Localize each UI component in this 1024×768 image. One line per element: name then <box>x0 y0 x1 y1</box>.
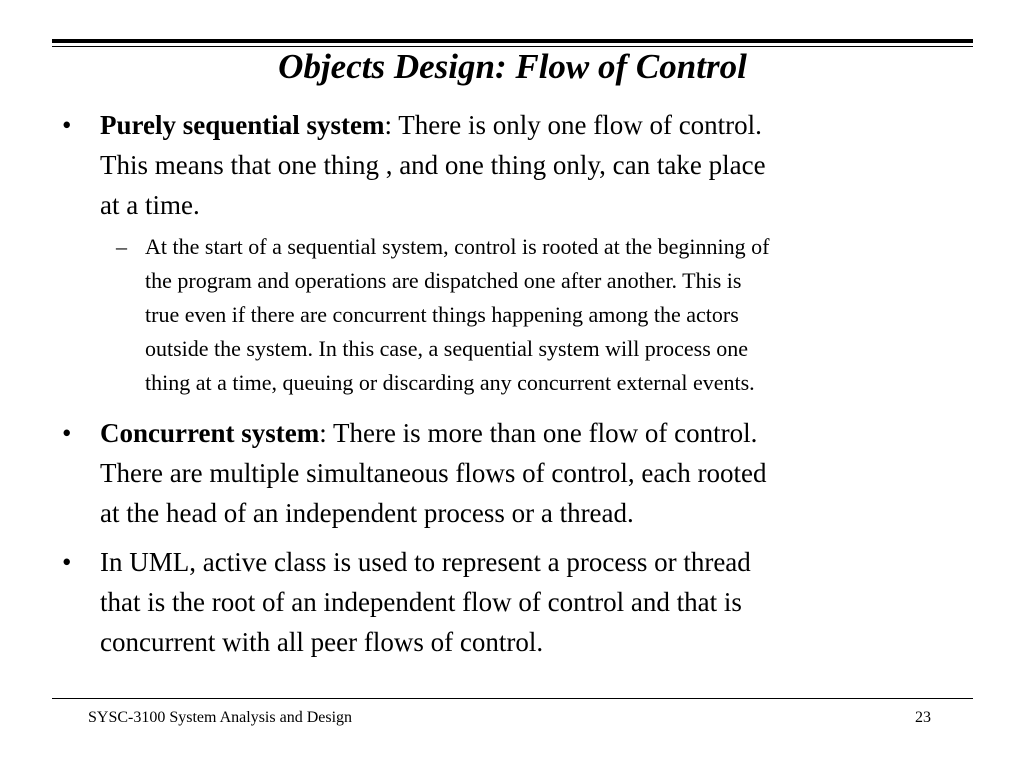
bullet-text <box>100 413 980 533</box>
bullet-text <box>100 542 980 662</box>
bullet-line <box>100 105 980 145</box>
footer-page-number: 23 <box>915 709 931 726</box>
bullet-mark: • <box>62 418 72 448</box>
bullet-line: at the head of an independent process or a thread. <box>100 498 634 528</box>
bullet-line-rest: : There is more than one flow of control. <box>319 418 758 448</box>
bullet-mark: • <box>62 547 72 577</box>
bullet-mark: • <box>62 110 72 140</box>
bullet-line: There are multiple simultaneous flows of control, each rooted <box>100 458 767 488</box>
dash-mark: – <box>116 234 127 259</box>
sub-bullet-line: the program and operations are dispatched one after another. This is <box>145 268 742 293</box>
bullet-text <box>100 105 980 225</box>
bullet-line <box>100 413 980 453</box>
slide-title: Objects Design: Flow of Control <box>278 47 747 86</box>
bullet-term: Concurrent system <box>100 418 320 448</box>
bullet-line: This means that one thing , and one thing only, can take place <box>100 150 766 180</box>
bullet-term: Purely sequential system <box>100 110 385 140</box>
footer-course: SYSC-3100 System Analysis and Design <box>88 709 353 726</box>
bullet-line: concurrent with all peer flows of control. <box>100 627 544 657</box>
sub-bullet-line: At the start of a sequential system, control is rooted at the beginning of <box>145 234 770 259</box>
bullet-line: at a time. <box>100 190 200 220</box>
footer-rule <box>52 698 973 699</box>
top-rule-thick <box>52 39 973 43</box>
sub-bullet-line: true even if there are concurrent things happening among the actors <box>145 302 739 327</box>
sub-bullet-line: thing at a time, queuing or discarding any concurrent external events. <box>145 370 755 395</box>
bullet-line: that is the root of an independent flow of control and that is <box>100 587 742 617</box>
sub-bullet-line: outside the system. In this case, a sequential system will process one <box>145 336 749 361</box>
sub-bullet-text <box>145 230 975 400</box>
bullet-line-rest: : There is only one flow of control. <box>384 110 762 140</box>
bullet-line: In UML, active class is used to represent a process or thread <box>100 547 751 577</box>
